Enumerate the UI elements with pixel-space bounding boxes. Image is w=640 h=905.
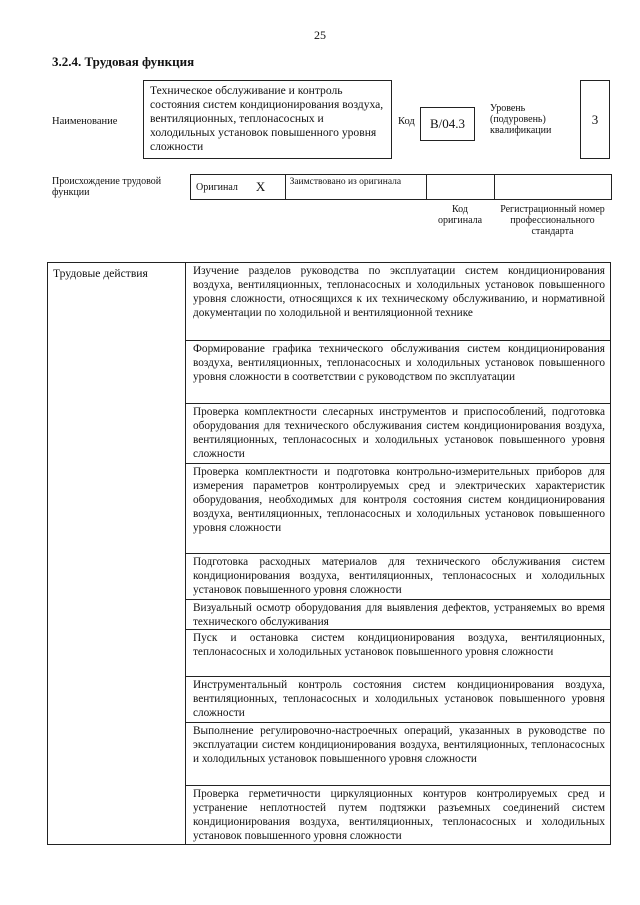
list-item: Проверка комплектности и подготовка контрольно-измерительных приборов для измерения параметров контролируемых сред и электрических характеристик оборудования, необходимых для контроля состояния систем кондиционирования воздуха, вентиляционных, теплонасосных и холодильных установок повышенного уровня сложности: [186, 464, 610, 554]
level-label: Уровень (подуровень) квалификации: [490, 103, 552, 136]
list-item: Визуальный осмотр оборудования для выявления дефектов, устраняемых во время технического обслуживания: [186, 600, 610, 630]
list-item: Формирование графика технического обслуживания систем кондиционирования воздуха, вентиляционных, теплонасосных и холодильных установок повышенного уровня сложности в соответствии с руководством по эксплуатации: [186, 341, 610, 404]
list-item: Изучение разделов руководства по эксплуатации систем кондиционирования воздуха, вентиляционных, теплонасосных и холодильных установок повышенного уровня сложности, относящихся к их техническому обслуживанию, и нормативной документации по холодильной и вентиляционной технике: [186, 263, 610, 341]
code-value-box: [420, 107, 475, 141]
code-original-cell: [427, 175, 495, 199]
code-value: B/04.3: [429, 116, 466, 131]
origin-original-label: Оригинал: [196, 181, 238, 193]
list-item: Выполнение регулировочно-настроечных операций, указанных в руководстве по эксплуатации систем кондиционирования воздуха, вентиляционных, теплонасосных и холодильных установок повышенного уровня сложности: [186, 723, 610, 786]
list-item: Пуск и остановка систем кондиционирования воздуха, вентиляционных, теплонасосных и холодильных установок повышенного уровня сложности: [186, 630, 610, 677]
list-item: Проверка комплектности слесарных инструментов и приспособлений, подготовка оборудования для технического обслуживания систем кондиционирования воздуха, вентиляционных, теплонасосных и холодильных установок повышенного уровня сложности: [186, 404, 610, 464]
function-name-box: Техническое обслуживание и контроль состояния систем кондиционирования воздуха, вентиляционных, теплонасосных и холодильных установок повышенного уровня сложности: [143, 80, 392, 159]
caption-registration: Регистрационный номер профессионального стандарта: [500, 204, 605, 237]
name-label: Наименование: [52, 116, 118, 127]
origin-label: Происхождение трудовой функции: [52, 176, 162, 198]
level-value: 3: [591, 111, 599, 127]
code-label: Код: [398, 116, 415, 127]
origin-borrowed-label: Заимствовано из оригинала: [289, 177, 402, 187]
section-title: 3.2.4. Трудовая функция: [52, 54, 195, 69]
caption-code-original: Код оригинала: [437, 204, 483, 226]
list-item: Проверка герметичности циркуляционных контуров контролируемых сред и устранение неплотностей путем подтяжки разъемных соединений систем кондиционирования воздуха, вентиляционных, теплонасосных и холодильных установок повышенного уровня сложности: [193, 788, 605, 842]
level-value-box: [580, 80, 610, 159]
origin-original-mark: X: [255, 179, 266, 194]
list-item: Инструментальный контроль состояния систем кондиционирования воздуха, вентиляционных, теплонасосных и холодильных установок повышенного уровня сложности: [186, 677, 610, 723]
page-number: 25: [314, 28, 326, 42]
actions-label: Трудовые действия: [48, 263, 186, 844]
labor-actions-table: [47, 262, 611, 845]
registration-number-cell: [495, 175, 611, 199]
actions-list: [186, 263, 610, 844]
list-item: Подготовка расходных материалов для технического обслуживания систем кондиционирования воздуха, вентиляционных, теплонасосных и холодильных установок повышенного уровня сложности: [186, 554, 610, 600]
origin-original-cell: [191, 175, 286, 199]
origin-row: [190, 174, 612, 200]
origin-borrowed-cell: [286, 175, 427, 199]
